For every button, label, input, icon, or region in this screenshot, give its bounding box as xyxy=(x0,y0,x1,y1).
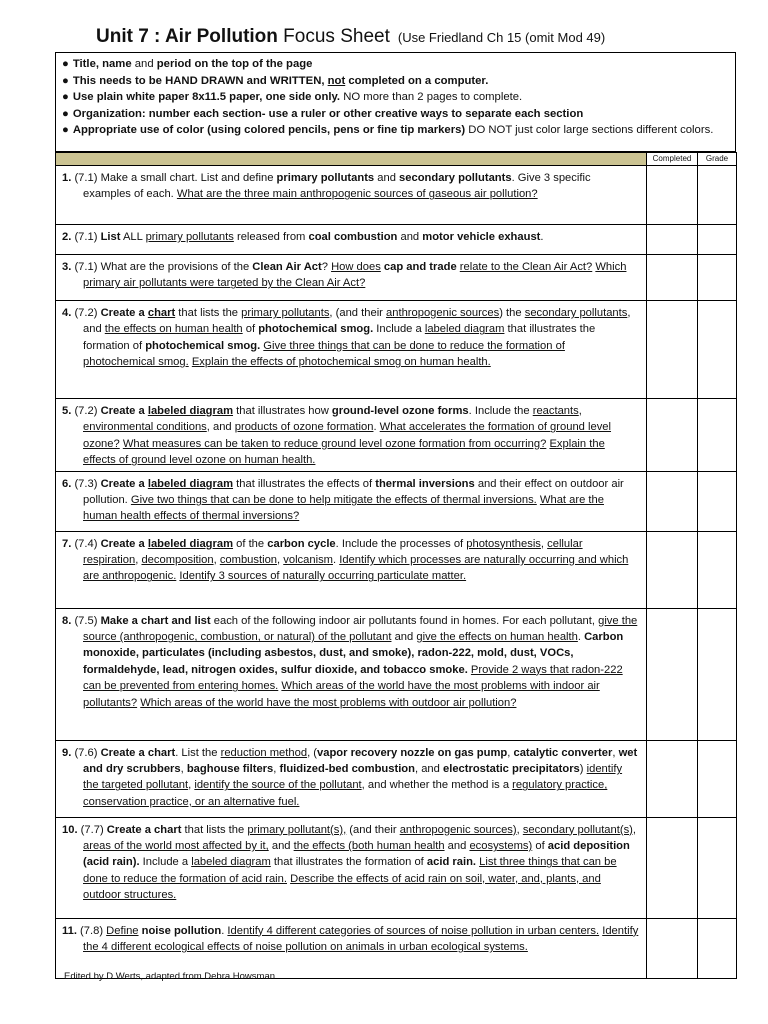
task-text: reactants xyxy=(532,405,579,417)
task-text: Provide 2 ways that radon-222 can be prevented from entering homes. xyxy=(83,663,623,693)
task-text: give the effects on human health xyxy=(416,631,578,644)
task-text: (and their xyxy=(346,823,400,836)
task-text: ground-level ozone forms xyxy=(331,405,469,417)
task-row xyxy=(56,740,737,817)
task-text: that illustrates how xyxy=(233,405,332,417)
task-text: Identify the 4 different ecological effects of noise pollution on animals in urban ecological systems. xyxy=(83,924,639,954)
task-text: volcanism xyxy=(283,554,333,567)
task-text: identify the source of the pollutant xyxy=(194,779,362,792)
task-text: 1. xyxy=(62,172,72,184)
task-text: that lists the xyxy=(181,823,248,836)
task-text: (7.7) xyxy=(77,823,107,836)
task-text: , xyxy=(540,537,548,550)
task-text: , xyxy=(135,554,142,567)
task-text: Describe the effects of acid rain on soil, water, and, plants, and outdoor structures. xyxy=(83,872,601,902)
task-text: acid deposition (acid rain). xyxy=(83,840,630,869)
task-text: decomposition xyxy=(141,554,214,567)
task-description xyxy=(56,608,647,740)
instruction-item: ● Use plain white paper 8x11.5 paper, one side only. NO more than 2 pages to complete. xyxy=(62,91,523,104)
grade-cell xyxy=(698,399,737,472)
task-text: What accelerates the formation of ground level ozone? xyxy=(83,421,612,450)
task-description xyxy=(56,471,647,531)
task-description xyxy=(56,399,647,472)
completed-cell xyxy=(647,531,698,608)
task-text: and xyxy=(397,231,423,243)
task-text: . xyxy=(540,231,544,243)
task-description xyxy=(56,166,647,225)
task-text: ) xyxy=(579,763,587,776)
task-text: , xyxy=(273,763,280,776)
task-text: . Include the processes of xyxy=(335,537,467,550)
completed-cell xyxy=(647,399,698,472)
instruction-item: ● This needs to be HAND DRAWN and WRITTEN, not completed on a computer. xyxy=(62,74,489,87)
task-text: Which primary air pollutants were targeted by the Clean Air Act? xyxy=(83,261,627,290)
task-text: and xyxy=(444,840,470,853)
task-text: Include a xyxy=(373,323,425,336)
task-description xyxy=(56,740,647,817)
task-text: (7.1) What are the provisions of the xyxy=(71,261,253,273)
grade-cell xyxy=(698,817,737,918)
task-text: (7.6) xyxy=(71,746,101,759)
instruction-item: ● Title, name and period on the top of the page xyxy=(62,58,313,70)
task-text: 7. xyxy=(62,537,72,550)
task-description xyxy=(56,225,647,255)
task-text: Carbon monoxide, particulates (including asbestos, dust, and smoke), radon-222, mold, dust, VOCs, formaldehyde, lead, nitrogen oxides, sulfur dioxide, and tobacco smoke. xyxy=(83,631,624,676)
task-text: Give three things that can be done to reduce the formation of photochemical smog. xyxy=(83,339,565,369)
title-unit: Unit 7 : Air Pollution xyxy=(96,26,278,47)
task-text: Which areas of the world have the most problems with indoor air pollutants? xyxy=(83,680,600,709)
task-text: and their effect on outdoor air pollution. xyxy=(83,477,624,507)
task-text: (7.2) xyxy=(71,307,101,319)
task-text: of the xyxy=(233,537,268,550)
instruction-item: ● Appropriate use of color (using colored pencils, pens or fine tip markers) DO NOT just color large sections different colors. xyxy=(62,124,714,137)
task-text: (7.8) xyxy=(76,924,107,937)
task-text: combustion xyxy=(219,554,278,567)
table-header-row xyxy=(56,153,737,166)
task-text: environmental conditions xyxy=(83,421,207,434)
task-text: Explain the effects of ground level ozone on human health. xyxy=(83,437,605,467)
task-text: . xyxy=(221,924,228,937)
task-text: identify the targeted pollutant xyxy=(83,763,623,792)
task-text: anthropogenic sources xyxy=(386,307,500,319)
task-text: of xyxy=(242,323,259,336)
completed-cell xyxy=(647,817,698,918)
task-text: (7.1) Make a small chart. List and define xyxy=(71,172,277,184)
task-description xyxy=(56,255,647,301)
task-text: , xyxy=(612,746,619,759)
task-text: that illustrates the formation of xyxy=(270,856,427,869)
task-row xyxy=(56,166,737,225)
task-text: labeled diagram xyxy=(147,537,234,550)
task-row xyxy=(56,817,737,918)
task-text: labeled diagram xyxy=(191,856,271,869)
task-text: and xyxy=(268,840,294,853)
grade-cell xyxy=(698,301,737,399)
task-text: List three things that can be done to reduce the formation of acid rain. xyxy=(83,856,617,885)
task-text: photosynthesis xyxy=(466,537,541,550)
task-text: How does xyxy=(331,261,381,273)
task-text: released from xyxy=(233,231,309,243)
task-text: primary pollutant(s), xyxy=(247,823,347,836)
completed-cell xyxy=(647,301,698,399)
task-text: Give two things that can be done to help mitigate the effects of thermal inversions. xyxy=(130,494,537,507)
completed-cell xyxy=(647,740,698,817)
task-text: relate to the Clean Air Act? xyxy=(459,261,593,273)
task-text: List xyxy=(100,231,121,243)
task-text: carbon cycle xyxy=(267,537,336,550)
task-text: 3. xyxy=(62,261,72,273)
task-row xyxy=(56,918,737,978)
task-text: and xyxy=(391,631,417,644)
grade-cell xyxy=(698,471,737,531)
task-text: Create a chart xyxy=(100,746,176,759)
task-text: primary pollutants xyxy=(276,172,375,184)
task-text: electrostatic precipitators xyxy=(442,763,580,776)
focus-sheet-table xyxy=(55,152,737,979)
task-text: (7.1) xyxy=(71,231,101,243)
task-row xyxy=(56,255,737,301)
task-text: , (and their xyxy=(329,307,387,319)
task-text: (7.3) xyxy=(71,477,101,490)
task-text: that illustrates the effects of xyxy=(233,477,376,490)
task-text: give the source (anthropogenic, combustion, or natural) of the pollutant xyxy=(83,614,638,644)
task-description xyxy=(56,817,647,918)
task-row xyxy=(56,531,737,608)
task-text: , xyxy=(277,554,284,567)
task-text: , xyxy=(578,405,582,417)
task-text: Create a xyxy=(100,477,148,490)
grade-cell xyxy=(698,166,737,225)
task-text: reduction method xyxy=(220,746,308,759)
completed-cell xyxy=(647,166,698,225)
task-text: 2. xyxy=(62,231,72,243)
task-text: 10. xyxy=(62,823,78,836)
footer-credit: Edited by D Werts, adapted from Debra Howsman xyxy=(64,971,276,982)
task-text: , and xyxy=(206,421,235,434)
task-text: (7.2) xyxy=(71,405,101,417)
grade-cell xyxy=(698,740,737,817)
task-text: labeled diagram xyxy=(424,323,505,336)
task-text: . xyxy=(373,421,380,434)
task-text: primary pollutants xyxy=(145,231,234,243)
grade-cell xyxy=(698,255,737,301)
task-text: ALL xyxy=(120,231,146,243)
grade-cell xyxy=(698,225,737,255)
task-text: vapor recovery nozzle on gas pump xyxy=(317,746,508,759)
task-text: ecosystems) xyxy=(469,840,533,853)
grade-cell xyxy=(698,531,737,608)
task-text: labeled diagram xyxy=(147,405,234,417)
task-row xyxy=(56,471,737,531)
grade-cell xyxy=(698,918,737,978)
task-description xyxy=(56,918,647,978)
task-text: , ( xyxy=(307,746,318,759)
task-text: Which areas of the world have the most problems with outdoor air pollution? xyxy=(140,696,517,709)
header-completed: Completed xyxy=(647,153,698,166)
task-text: 11. xyxy=(62,924,77,937)
title-note: (Use Friedland Ch 15 (omit Mod 49) xyxy=(397,30,606,45)
task-text: thermal inversions xyxy=(375,477,475,490)
task-row xyxy=(56,301,737,399)
task-text: secondary pollutants xyxy=(524,307,628,319)
task-text: Create a xyxy=(100,307,148,319)
task-text: chart xyxy=(147,307,176,319)
completed-cell xyxy=(647,471,698,531)
task-text: each of the following indoor air pollutants found in homes. For each pollutant, xyxy=(210,614,599,627)
task-text: 5. xyxy=(62,405,72,417)
task-text: 4. xyxy=(62,307,72,319)
task-text: that illustrates the formation of xyxy=(83,323,596,352)
task-text: secondary pollutant(s), xyxy=(522,823,637,836)
task-text: Identify 4 different categories of sources of noise pollution in urban centers. xyxy=(227,924,600,937)
task-text: coal combustion xyxy=(308,231,398,243)
completed-cell xyxy=(647,255,698,301)
task-text: fluidized-bed combustion xyxy=(279,763,415,776)
header-grade: Grade xyxy=(698,153,737,166)
task-text: photochemical smog. xyxy=(258,323,374,336)
task-text: regulatory practice, conservation practice, or an alternative fuel. xyxy=(83,779,608,808)
task-text: and xyxy=(374,172,400,184)
instruction-item: ● Organization: number each section- use a ruler or other creative ways to separate each section xyxy=(62,107,584,120)
task-text: cellular respiration xyxy=(83,537,583,567)
task-description xyxy=(56,301,647,399)
task-text: , xyxy=(180,763,187,776)
task-text: products of ozone formation xyxy=(234,421,374,434)
task-text: 6. xyxy=(62,477,72,490)
task-text: Create a chart xyxy=(106,823,182,836)
task-text: secondary pollutants xyxy=(399,172,512,184)
task-text: ) the xyxy=(499,307,525,319)
task-row xyxy=(56,608,737,740)
task-text: (7.4) xyxy=(71,537,101,550)
task-text: Create a xyxy=(100,405,148,417)
task-text: , xyxy=(507,746,514,759)
completed-cell xyxy=(647,225,698,255)
task-text: . xyxy=(333,554,340,567)
task-text: noise pollution xyxy=(141,924,222,937)
task-text: wet and dry scrubbers xyxy=(83,746,638,776)
completed-cell xyxy=(647,918,698,978)
task-text: . xyxy=(577,631,585,644)
task-text: (7.5) xyxy=(71,614,101,627)
task-text: areas of the world most affected by it, xyxy=(83,840,269,853)
task-text: Define xyxy=(106,924,139,937)
task-text: Explain the effects of photochemical smog on human health. xyxy=(191,356,491,369)
task-text: of xyxy=(532,840,548,853)
task-text: 9. xyxy=(62,746,72,759)
task-description xyxy=(56,531,647,608)
task-text: Identify 3 sources of naturally occurring particulate matter. xyxy=(179,570,467,583)
task-text: anthropogenic sources) xyxy=(399,823,517,836)
task-text: , xyxy=(213,554,220,567)
task-text: primary pollutants xyxy=(241,307,330,319)
task-text: Make a chart and list xyxy=(100,614,211,627)
task-text: , and xyxy=(83,307,631,336)
task-text: 8. xyxy=(62,614,72,627)
task-text: ? xyxy=(321,261,332,273)
task-text: Clean Air Act xyxy=(252,261,322,273)
task-text: What are the three main anthropogenic sources of gaseous air pollution? xyxy=(176,188,538,201)
instructions-box xyxy=(55,52,736,152)
task-text: the effects (both human health xyxy=(293,840,445,853)
task-text: . Include the xyxy=(468,405,533,417)
task-text: Create a xyxy=(100,537,148,550)
task-text: , and xyxy=(414,763,443,776)
task-text: What measures can be taken to reduce ground level ozone formation from occurring? xyxy=(122,437,547,450)
completed-cell xyxy=(647,608,698,740)
task-text: , xyxy=(188,779,195,792)
task-row xyxy=(56,225,737,255)
task-text: that lists the xyxy=(175,307,242,319)
task-text: catalytic converter xyxy=(513,746,613,759)
task-text: motor vehicle exhaust xyxy=(422,231,541,243)
task-text: , xyxy=(516,823,523,836)
grade-cell xyxy=(698,608,737,740)
task-text: acid rain. xyxy=(426,856,477,869)
task-text: baghouse filters xyxy=(186,763,274,776)
task-text: , and whether the method is a xyxy=(361,779,513,792)
task-row xyxy=(56,399,737,472)
task-text: cap and trade xyxy=(383,261,457,273)
task-text: . Give 3 specific examples of each. xyxy=(83,172,591,201)
task-text: Include a xyxy=(139,856,192,869)
task-text: Identify which processes are naturally occurring and which are anthropogenic. xyxy=(83,554,629,583)
task-text: the effects on human health xyxy=(104,323,243,336)
title-rest: Focus Sheet xyxy=(277,26,390,47)
task-text: labeled diagram xyxy=(147,477,234,490)
page-title xyxy=(96,26,605,48)
task-text: What are the human health effects of thermal inversions? xyxy=(83,494,604,523)
task-text: . List the xyxy=(175,746,221,759)
header-blank xyxy=(56,153,647,166)
task-text: photochemical smog. xyxy=(145,339,261,352)
